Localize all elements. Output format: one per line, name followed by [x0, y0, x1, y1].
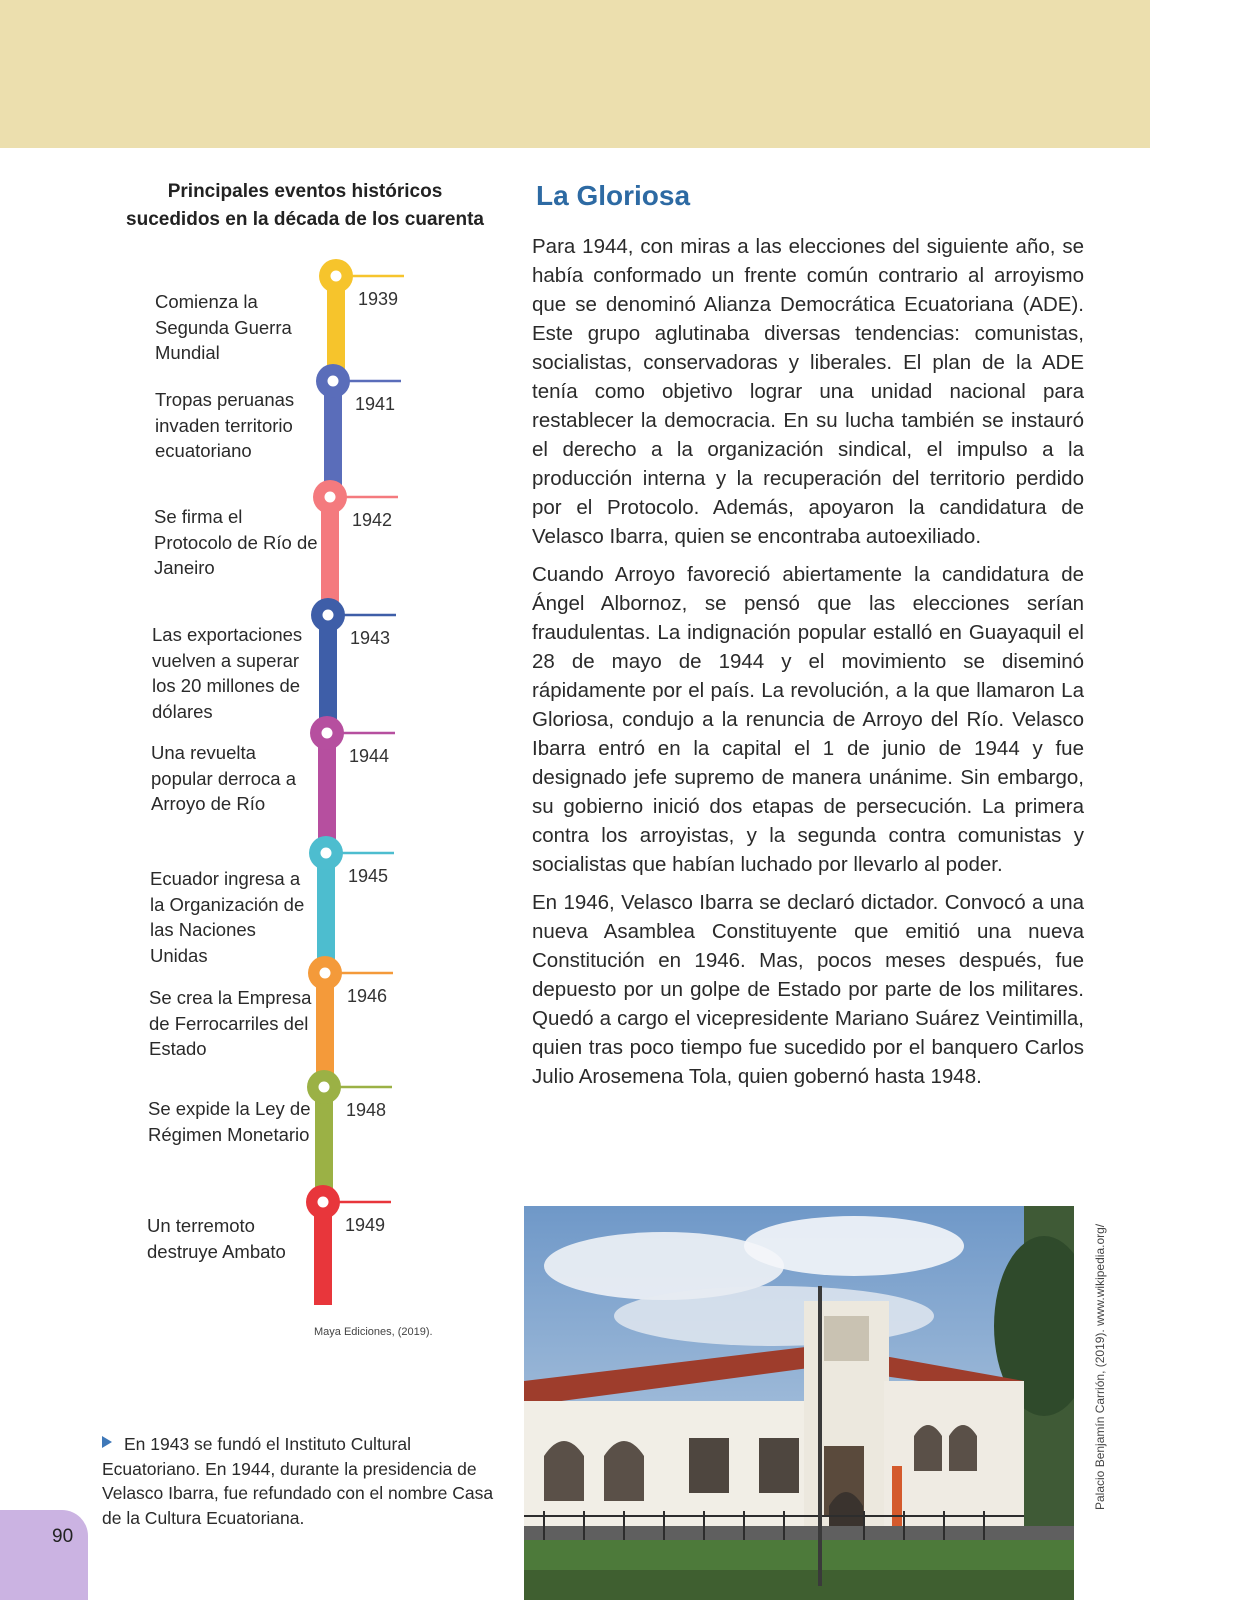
timeline-node-center: [321, 848, 332, 859]
timeline-title-line2: sucedidos en la década de los cuarenta: [126, 209, 484, 230]
timeline-segment: [318, 733, 336, 853]
timeline-node-center: [318, 1197, 329, 1208]
timeline-segment: [319, 615, 337, 733]
timeline-title-line1: Principales eventos históricos: [167, 181, 443, 202]
timeline-node-center: [320, 968, 331, 979]
timeline-event-label: Se expide la Ley de Régimen Monetario: [148, 1098, 311, 1145]
timeline-year: 1948: [346, 1100, 387, 1120]
timeline-year: 1949: [345, 1215, 386, 1235]
timeline-event-label: Una revuelta popular derroca a Arroyo de Río: [151, 742, 297, 814]
timeline-year: 1945: [348, 866, 389, 886]
timeline-segment: [316, 973, 334, 1087]
building-photo: [524, 1206, 1074, 1600]
timeline-event-label: Tropas peruanas invaden territorio ecuatoriano: [155, 389, 295, 461]
timeline-event-label: Comienza la Segunda Guerra Mundial: [155, 291, 292, 363]
timeline-node-center: [328, 376, 339, 387]
timeline-event-label: Ecuador ingresa a la Organización de las Naciones Unidas: [150, 868, 305, 966]
timeline-node-center: [322, 728, 333, 739]
page-tab: [0, 1510, 88, 1600]
photo-credit-text: Palacio Benjamín Carrión, (2019). www.wikipedia.org/: [1093, 1223, 1107, 1510]
timeline-node-center: [319, 1082, 330, 1093]
timeline-node-center: [323, 610, 334, 621]
timeline-segment: [324, 381, 342, 497]
timeline-year: 1942: [352, 510, 393, 530]
timeline-source: Maya Ediciones, (2019).: [314, 1326, 433, 1338]
timeline-year: 1941: [355, 394, 396, 414]
article-paragraph-1: Para 1944, con miras a las elecciones del siguiente año, se había conformado un frente común contrario al arroyismo que se denominó Alianza Democrática Ecuatoriana (ADE). Este grupo aglutinaba diversas tendencias: comunistas, socialistas, conservadoras y liberales. El plan de la ADE tenía como objetivo lograr una unidad nacional para restablecer la democracia. En su lucha también se instauró el derecho a la organización sindical, el impulso a la producción interna y la recuperación del territorio perdido por el Protocolo. Además, apoyaron la candidatura de Velasco Ibarra, quien se encontraba autoexiliado.: [532, 235, 1084, 548]
photo-credit: [1093, 1210, 1105, 1510]
timeline-segment: [317, 853, 335, 973]
article-body: [532, 232, 1084, 1100]
article-paragraph-2: Cuando Arroyo favoreció abiertamente la candidatura de Ángel Albornoz, se pensó que las elecciones serían fraudulentas. La indignación popular estalló en Guayaquil el 28 de mayo de 1944 y el movimiento se diseminó rápidamente por el país. La revolución, a la que llamaron La Gloriosa, condujo a la renuncia de Arroyo del Río. Velasco Ibarra entró en la capital el 1 de junio de 1944 y fue designado jefe supremo de manera unánime. Sin embargo, su gobierno inició dos etapas de persecución. La primera contra los arroyistas, y la segunda contra comunistas y socialistas que habían luchado por llevarlo al poder.: [532, 563, 1084, 876]
timeline-event-label: Se crea la Empresa de Ferrocarriles del Estado: [149, 987, 312, 1059]
timeline-segment: [321, 497, 339, 615]
page-number: 90: [52, 1526, 74, 1547]
timeline-node-center: [325, 492, 336, 503]
timeline-year: 1944: [349, 746, 390, 766]
timeline-event-label: Un terremoto destruye Ambato: [147, 1215, 286, 1262]
timeline-year: 1946: [347, 986, 388, 1006]
timeline-year: 1939: [358, 289, 399, 309]
caption-text: En 1943 se fundó el Instituto Cultural Ecuatoriano. En 1944, durante la presidencia de Velasco Ibarra, fue refundado con el nombre Casa de la Cultura Ecuatoriana.: [102, 1434, 494, 1528]
bullet-triangle-icon: [102, 1436, 112, 1448]
timeline-event-label: Las exportaciones vuelven a superar los 20 millones de dólares: [152, 624, 303, 722]
image-caption: [102, 1432, 502, 1530]
page-margin: [1150, 0, 1236, 1600]
timeline: [0, 0, 520, 1340]
timeline-year: 1943: [350, 628, 391, 648]
timeline-segment: [315, 1087, 333, 1202]
timeline-event-label: Se firma el Protocolo de Río de Janeiro: [154, 506, 318, 578]
building-photo-illustration: [524, 1206, 1074, 1600]
timeline-node-center: [331, 271, 342, 282]
article-title: La Gloriosa: [536, 180, 691, 211]
article-paragraph-3: En 1946, Velasco Ibarra se declaró dictador. Convocó a una nueva Asamblea Constituyente que emitió una nueva Constitución en 1946. Mas, pocos meses después, fue depuesto por un golpe de Estado por parte de los militares. Quedó a cargo el vicepresidente Mariano Suárez Veintimilla, quien tras poco tiempo fue sucedido por el banquero Carlos Julio Arosemena Tola, quien gobernó hasta 1948.: [532, 891, 1084, 1088]
